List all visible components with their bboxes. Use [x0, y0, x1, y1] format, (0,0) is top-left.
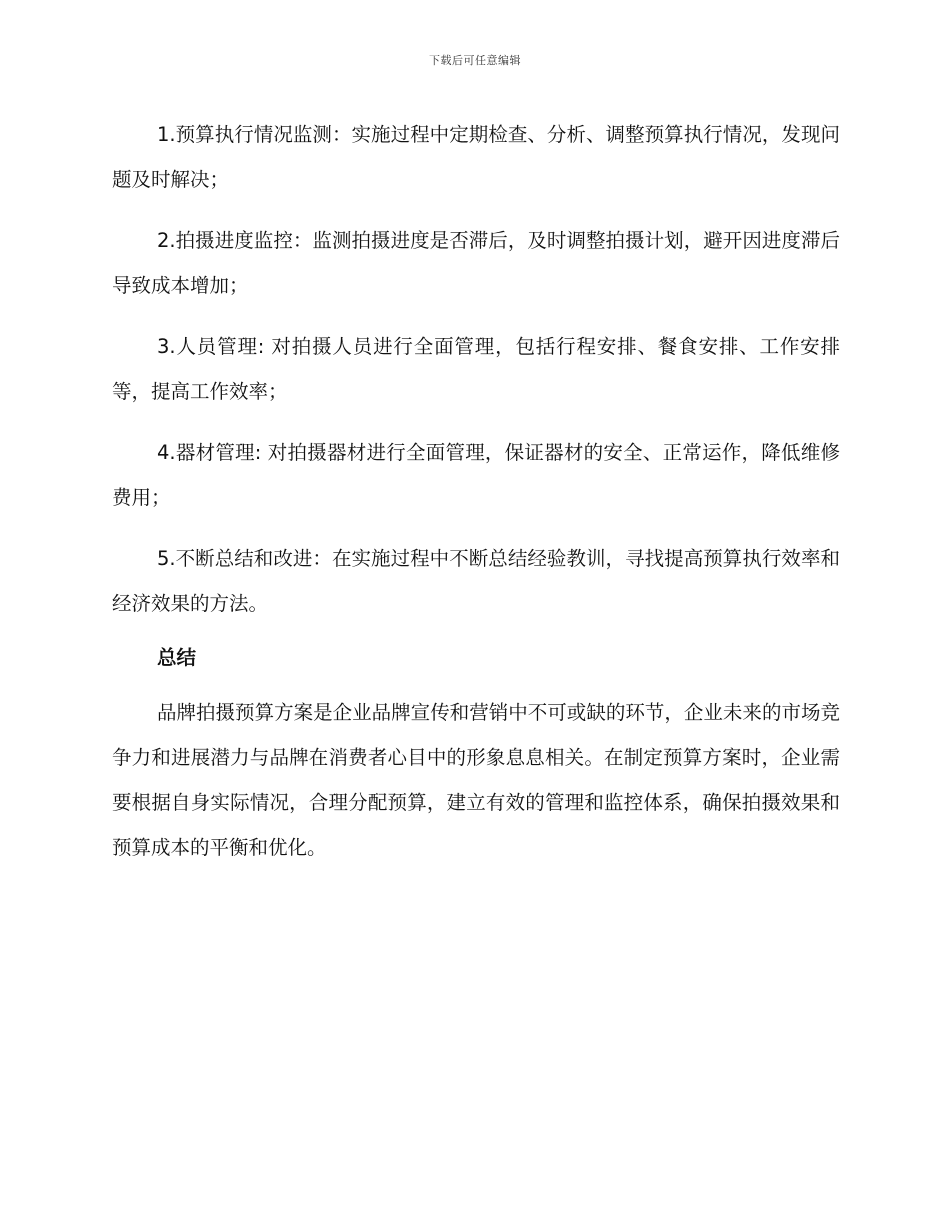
list-item: 4.器材管理: 对拍摄器材进行全面管理，保证器材的安全、正常运作，降低维修费用；	[112, 441, 840, 509]
page-header-note: 下载后可任意编辑	[429, 54, 521, 67]
list-item: 5.不断总结和改进：在实施过程中不断总结经验教训，寻找提高预算执行效率和经济效果的方法。	[112, 547, 840, 615]
document-body	[112, 112, 840, 886]
summary-paragraph: 品牌拍摄预算方案是企业品牌宣传和营销中不可或缺的环节，企业未来的市场竞争力和进展潜力与品牌在消费者心目中的形象息息相关。在制定预算方案时，企业需要根据自身实际情况，合理分配预算，建立有效的管理和监控体系，确保拍摄效果和预算成本的平衡和优化。	[112, 701, 840, 859]
list-item: 3.人员管理: 对拍摄人员进行全面管理，包括行程安排、餐食安排、工作安排等，提高工作效率；	[112, 335, 840, 403]
list-item: 1.预算执行情况监测：实施过程中定期检查、分析、调整预算执行情况，发现问题及时解决；	[112, 123, 840, 191]
list-item: 2.拍摄进度监控：监测拍摄进度是否滞后，及时调整拍摄计划，避开因进度滞后导致成本增加；	[112, 229, 840, 297]
summary-heading: 总结	[157, 646, 197, 669]
